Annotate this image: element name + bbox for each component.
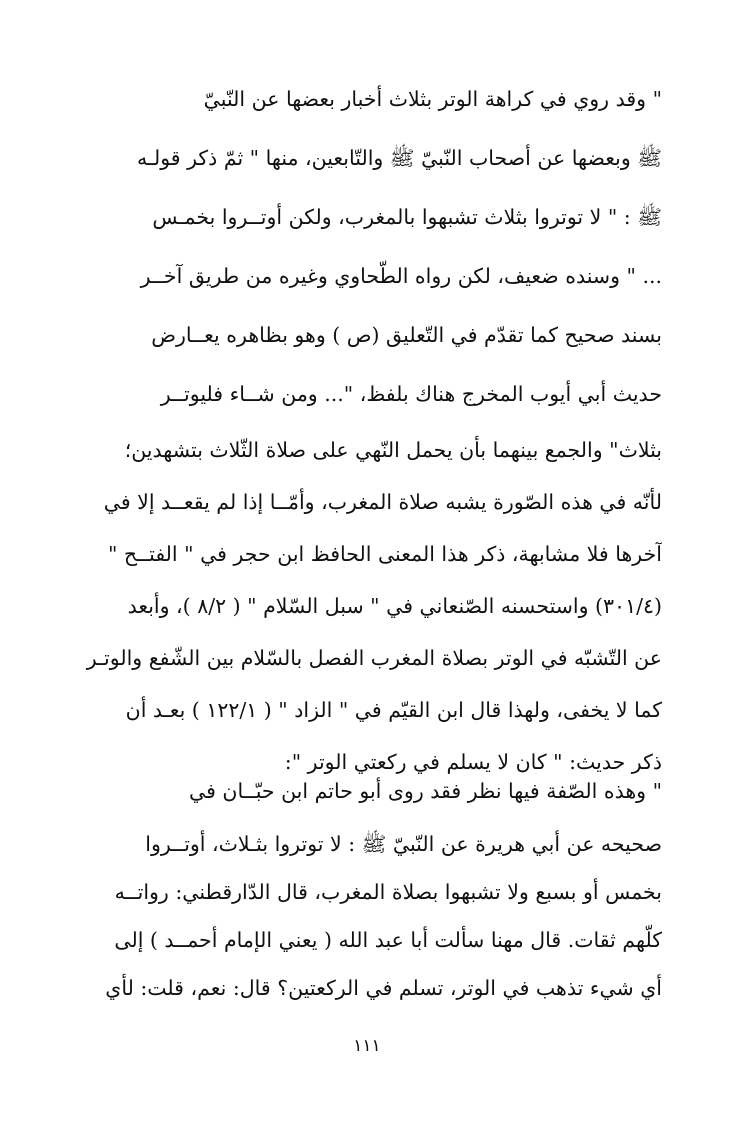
text-line: (٣٠١/٤) واستحسنه الصّنعاني في " سبل السّلام " ( ٨/٢ )، وأبعد (127, 594, 662, 618)
text-line: كلّهم ثقات. قال مهنا سألت أبا عبد الله ( يعني الإمام أحمــد ) إلى (114, 928, 662, 952)
text-line: بثلاث" والجمع بينهما بأن يحمل النّهي على صلاة الثّلاث بتشهدين؛ (124, 438, 662, 462)
text-line: حديث أبي أيوب المخرج هناك بلفظ، "... ومن شــاء فليوتــر (160, 382, 662, 406)
paragraph-1 (80, 70, 662, 788)
text-line: ﷺ وبعضها عن أصحاب النّبيّ ﷺ والتّابعين، منها " ثمّ ذكر قولـه (136, 146, 662, 170)
text-line: لأنّه في هذه الصّورة يشبه صلاة المغرب، وأمّــا إذا لم يقعــد إلا في (103, 490, 662, 514)
paragraph-2 (80, 762, 662, 1012)
text-line: كما لا يخفى، ولهذا قال ابن القيّم في " الزاد " ( ١٢٢/١ ) بعـد أن (125, 698, 662, 722)
text-line: ذكر حديث: " كان لا يسلم في ركعتي الوتر ": (284, 750, 662, 774)
text-line: بسند صحيح كما تقدّم في التّعليق (ص ) وهو بظاهره يعــارض (151, 323, 662, 347)
page-number: ١١١ (353, 1036, 381, 1056)
text-line: ﷺ : " لا توتروا بثلاث تشبهوا بالمغرب، ولكن أوتــروا بخمـس (152, 205, 662, 229)
text-line: أي شيء تذهب في الوتر، تسلم في الركعتين؟ قال: نعم، قلت: لأي (105, 976, 662, 1000)
text-line: آخرها فلا مشابهة، ذكر هذا المعنى الحافظ ابن حجر في " الفتــح " (107, 542, 662, 566)
text-line: " وقد روي في كراهة الوتر بثلاث أخبار بعضها عن النّبيّ (203, 87, 662, 111)
text-line: صحيحه عن أبي هريرة عن النّبيّ ﷺ : لا توتروا بثـلاث، أوتــروا (145, 832, 662, 856)
text-line: بخمس أو بسبع ولا تشبهوا بصلاة المغرب، قال الدّارقطني: رواتــه (114, 880, 662, 904)
text-line: عن التّشبّه في الوتر بصلاة المغرب الفصل بالسّلام بين الشّفع والوتـر (86, 646, 662, 670)
text-line: " وهذه الصّفة فيها نظر فقد روى أبو حاتم ابن حبّــان في (188, 779, 662, 803)
text-line: ... " وسنده ضعيف، لكن رواه الطّحاوي وغيره من طريق آخــر (140, 264, 662, 288)
